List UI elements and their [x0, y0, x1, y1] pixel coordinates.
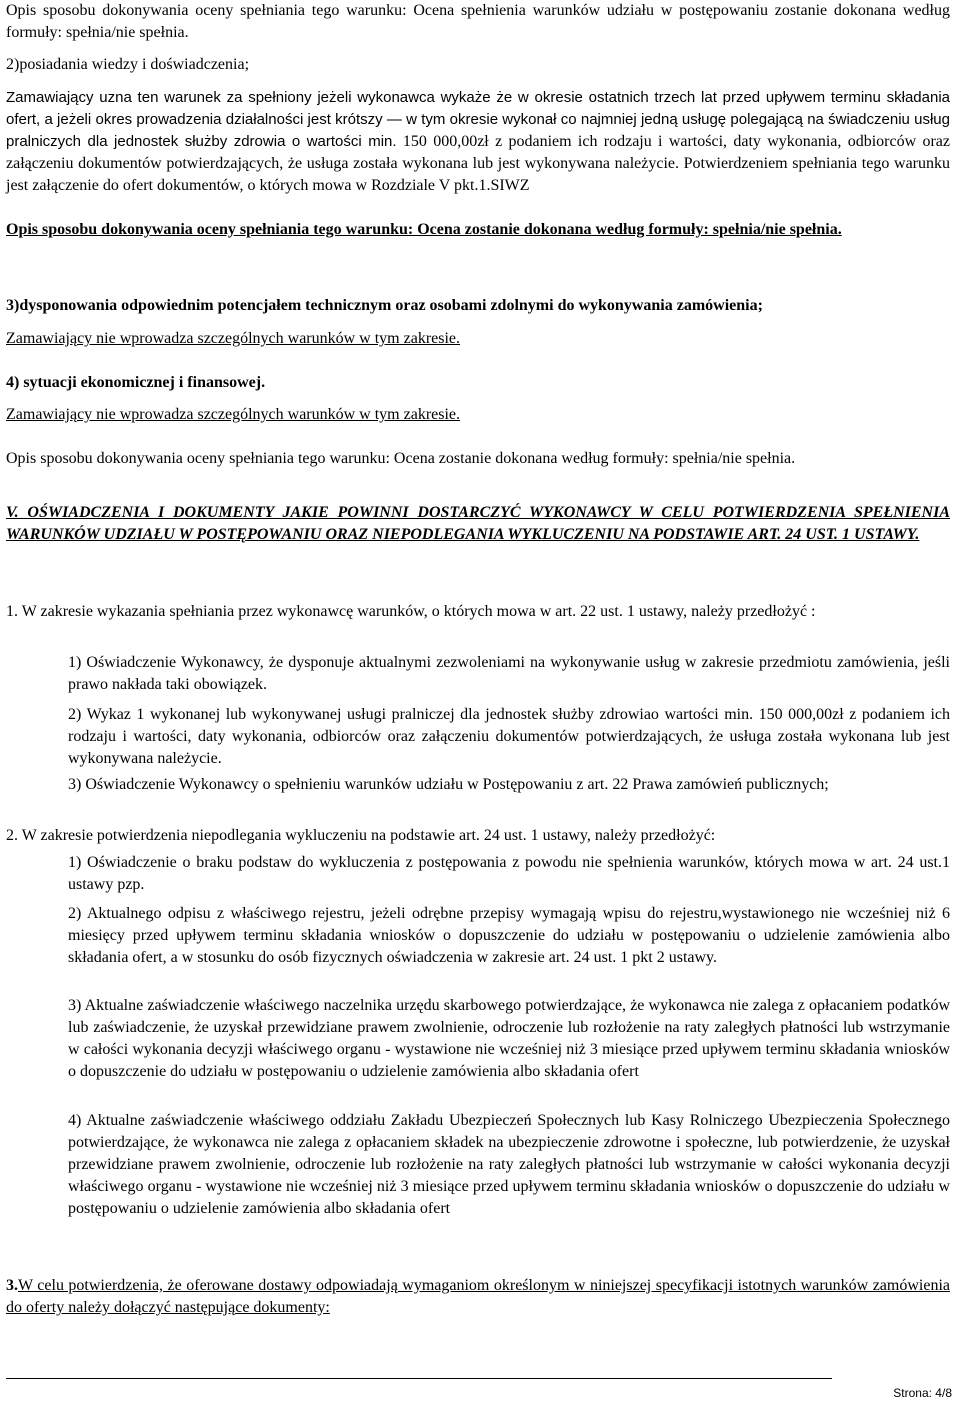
point-3-number: 3. — [6, 1277, 18, 1294]
paragraph-point-1: 1. W zakresie wykazania spełniania przez wykonawcę warunków, o których mowa w art. 22 ust. 1 ustawy, należy przedłożyć : — [6, 603, 816, 620]
paragraph-opis-oceny-sytuacja: Opis sposobu dokonywania oceny spełniania tego warunku: Ocena zostanie dokonana według formuły: spełnia/nie spełnia. — [6, 450, 796, 467]
heading-wiedza-doswiadczenie: 2)posiadania wiedzy i doświadczenia; — [6, 56, 250, 73]
list-item-2-2: 2) Aktualnego odpisu z właściwego rejestru, jeżeli odrębne przepisy wymagają wpisu do rejestru,wystawionego nie wcześniej niż 6 miesięcy przed upływem terminu składania wniosków o dopuszczenie do udziału w postępowaniu o udzielenie zamówienia albo składania ofert, a w stosunku do osób fizycznych oświadczenia w zakresie art. 24 ust. 1 pkt 2 ustawy. — [68, 905, 950, 966]
paragraph-point-3 — [6, 1275, 950, 1319]
heading-section-v-text: V. OŚWIADCZENIA I DOKUMENTY JAKIE POWINNI DOSTARCZYĆ WYKONAWCY W CELU POTWIERDZENIA SPEŁNIENIA WARUNKÓW UDZIAŁU W POSTĘPOWANIU ORAZ NIEPODLEGANIA WYKLUCZENIU NA PODSTAWIE ART. 24 UST. 1 USTAWY. — [6, 504, 950, 543]
paragraph-opis-ocena-warunkow: Opis sposobu dokonywania oceny spełniania tego warunku: Ocena spełnienia warunków udziału w postępowaniu zostanie dokonana według formuły: spełnia/nie spełnia. — [6, 2, 950, 41]
list-item-2-1: 1) Oświadczenie o braku podstaw do wykluczenia z postępowania z powodu nie spełnienia warunków, których mowa w art. 24 ust.1 ustawy pzp. — [68, 854, 950, 893]
paragraph-wiedza-part-sans: Zamawiający uzna ten warunek za spełniony jeżeli wykonawca wykaże że w okresie ostatnich trzech lat przed upływem terminu składania ofert, a jeżeli okres prowadzenia działalności jest krótszy — w tym okresie wykonał co najmniej jedną usługę polegającą na świadczeniu usług pralniczych dla jednostek służby zdrowia o wartości min. — [6, 89, 950, 150]
paragraph-sytuacja-brak-warunkow: Zamawiający nie wprowadza szczególnych warunków w tym zakresie. — [6, 406, 461, 423]
paragraph-dysponowanie-brak-warunkow: Zamawiający nie wprowadza szczególnych warunków w tym zakresie. — [6, 330, 461, 347]
footer-divider — [6, 1378, 832, 1379]
list-item-2-3: 3) Aktualne zaświadczenie właściwego naczelnika urzędu skarbowego potwierdzające, że wykonawca nie zalega z opłacaniem podatków lub zaświadczenie, że uzyskał przewidziane prawem zwolnienie, odroczenie lub rozłożenie na raty zaległych płatności lub wstrzymanie w całości wykonania decyzji właściwego organu - wystawione nie wcześniej niż 3 miesiące przed upływem terminu składania wniosków o dopuszczenie do udziału w postępowaniu o udzielenie zamówienia albo składania ofert — [68, 997, 950, 1080]
heading-section-v — [6, 502, 950, 546]
paragraph-point-2: 2. W zakresie potwierdzenia niepodlegania wykluczeniu na podstawie art. 24 ust. 1 ustawy, należy przedłożyć: — [6, 827, 716, 844]
paragraph-wiedza-opis-oceny: Opis sposobu dokonywania oceny spełniania tego warunku: Ocena zostanie dokonana według formuły: spełnia/nie spełnia. — [6, 221, 842, 238]
paragraph-wiedza-warunek — [6, 87, 950, 197]
page-number: Strona: 4/8 — [893, 1386, 952, 1400]
heading-sytuacja-ekonomiczna: 4) sytuacji ekonomicznej i finansowej. — [6, 374, 266, 391]
list-item-2-4: 4) Aktualne zaświadczenie właściwego oddziału Zakładu Ubezpieczeń Społecznych lub Kasy Rolniczego Ubezpieczenia Społecznego potwierdzające, że wykonawca nie zalega z opłacaniem składek na ubezpieczenie zdrowotne i społeczne, lub potwierdzenie, że uzyskał przewidziane prawem zwolnienie, odroczenie lub rozłożenie na raty zaległych płatności lub wstrzymanie w całości wykonania decyzji właściwego organu - wystawione nie wcześniej niż 3 miesiące przed upływem terminu składania wniosków o dopuszczenie do udziału w postępowaniu o udzielenie zamówienia albo składania ofert — [68, 1112, 950, 1217]
list-item-1-2: 2) Wykaz 1 wykonanej lub wykonywanej usługi pralniczej dla jednostek służby zdrowiao wartości min. 150 000,00zł z podaniem ich rodzaju i wartości, daty wykonania, odbiorców oraz załączeniu dokumentów potwierdzających, że usługa została wykonana lub jest wykonywana należycie. — [68, 706, 950, 767]
list-item-1-1: 1) Oświadczenie Wykonawcy, że dysponuje aktualnymi zezwoleniami na wykonywanie usług w zakresie przedmiotu zamówienia, jeśli prawo nakłada taki obowiązek. — [68, 654, 950, 693]
list-item-1-3: 3) Oświadczenie Wykonawcy o spełnieniu warunków udziału w Postępowaniu z art. 22 Prawa zamówień publicznych; — [68, 776, 829, 793]
paragraph-wiedza-part-serif: 150 000,00zł z podaniem ich rodzaju i wartości, daty wykonania, odbiorców oraz załączeniu dokumentów potwierdzających, że usługa została wykonana lub jest wykonywana należycie. Potwierdzeniem spełniania tego warunku jest załączenie do ofert dokumentów, o których mowa w Rozdziale V pkt.1.SIWZ — [6, 133, 951, 194]
point-3-text: W celu potwierdzenia, że oferowane dostawy odpowiadają wymaganiom określonym w niniejszej specyfikacji istotnych warunków zamówienia do oferty należy dołączyć następujące dokumenty: — [6, 1277, 950, 1316]
heading-dysponowanie-potencjalem: 3)dysponowania odpowiednim potencjałem technicznym oraz osobami zdolnymi do wykonywania zamówienia; — [6, 297, 763, 314]
